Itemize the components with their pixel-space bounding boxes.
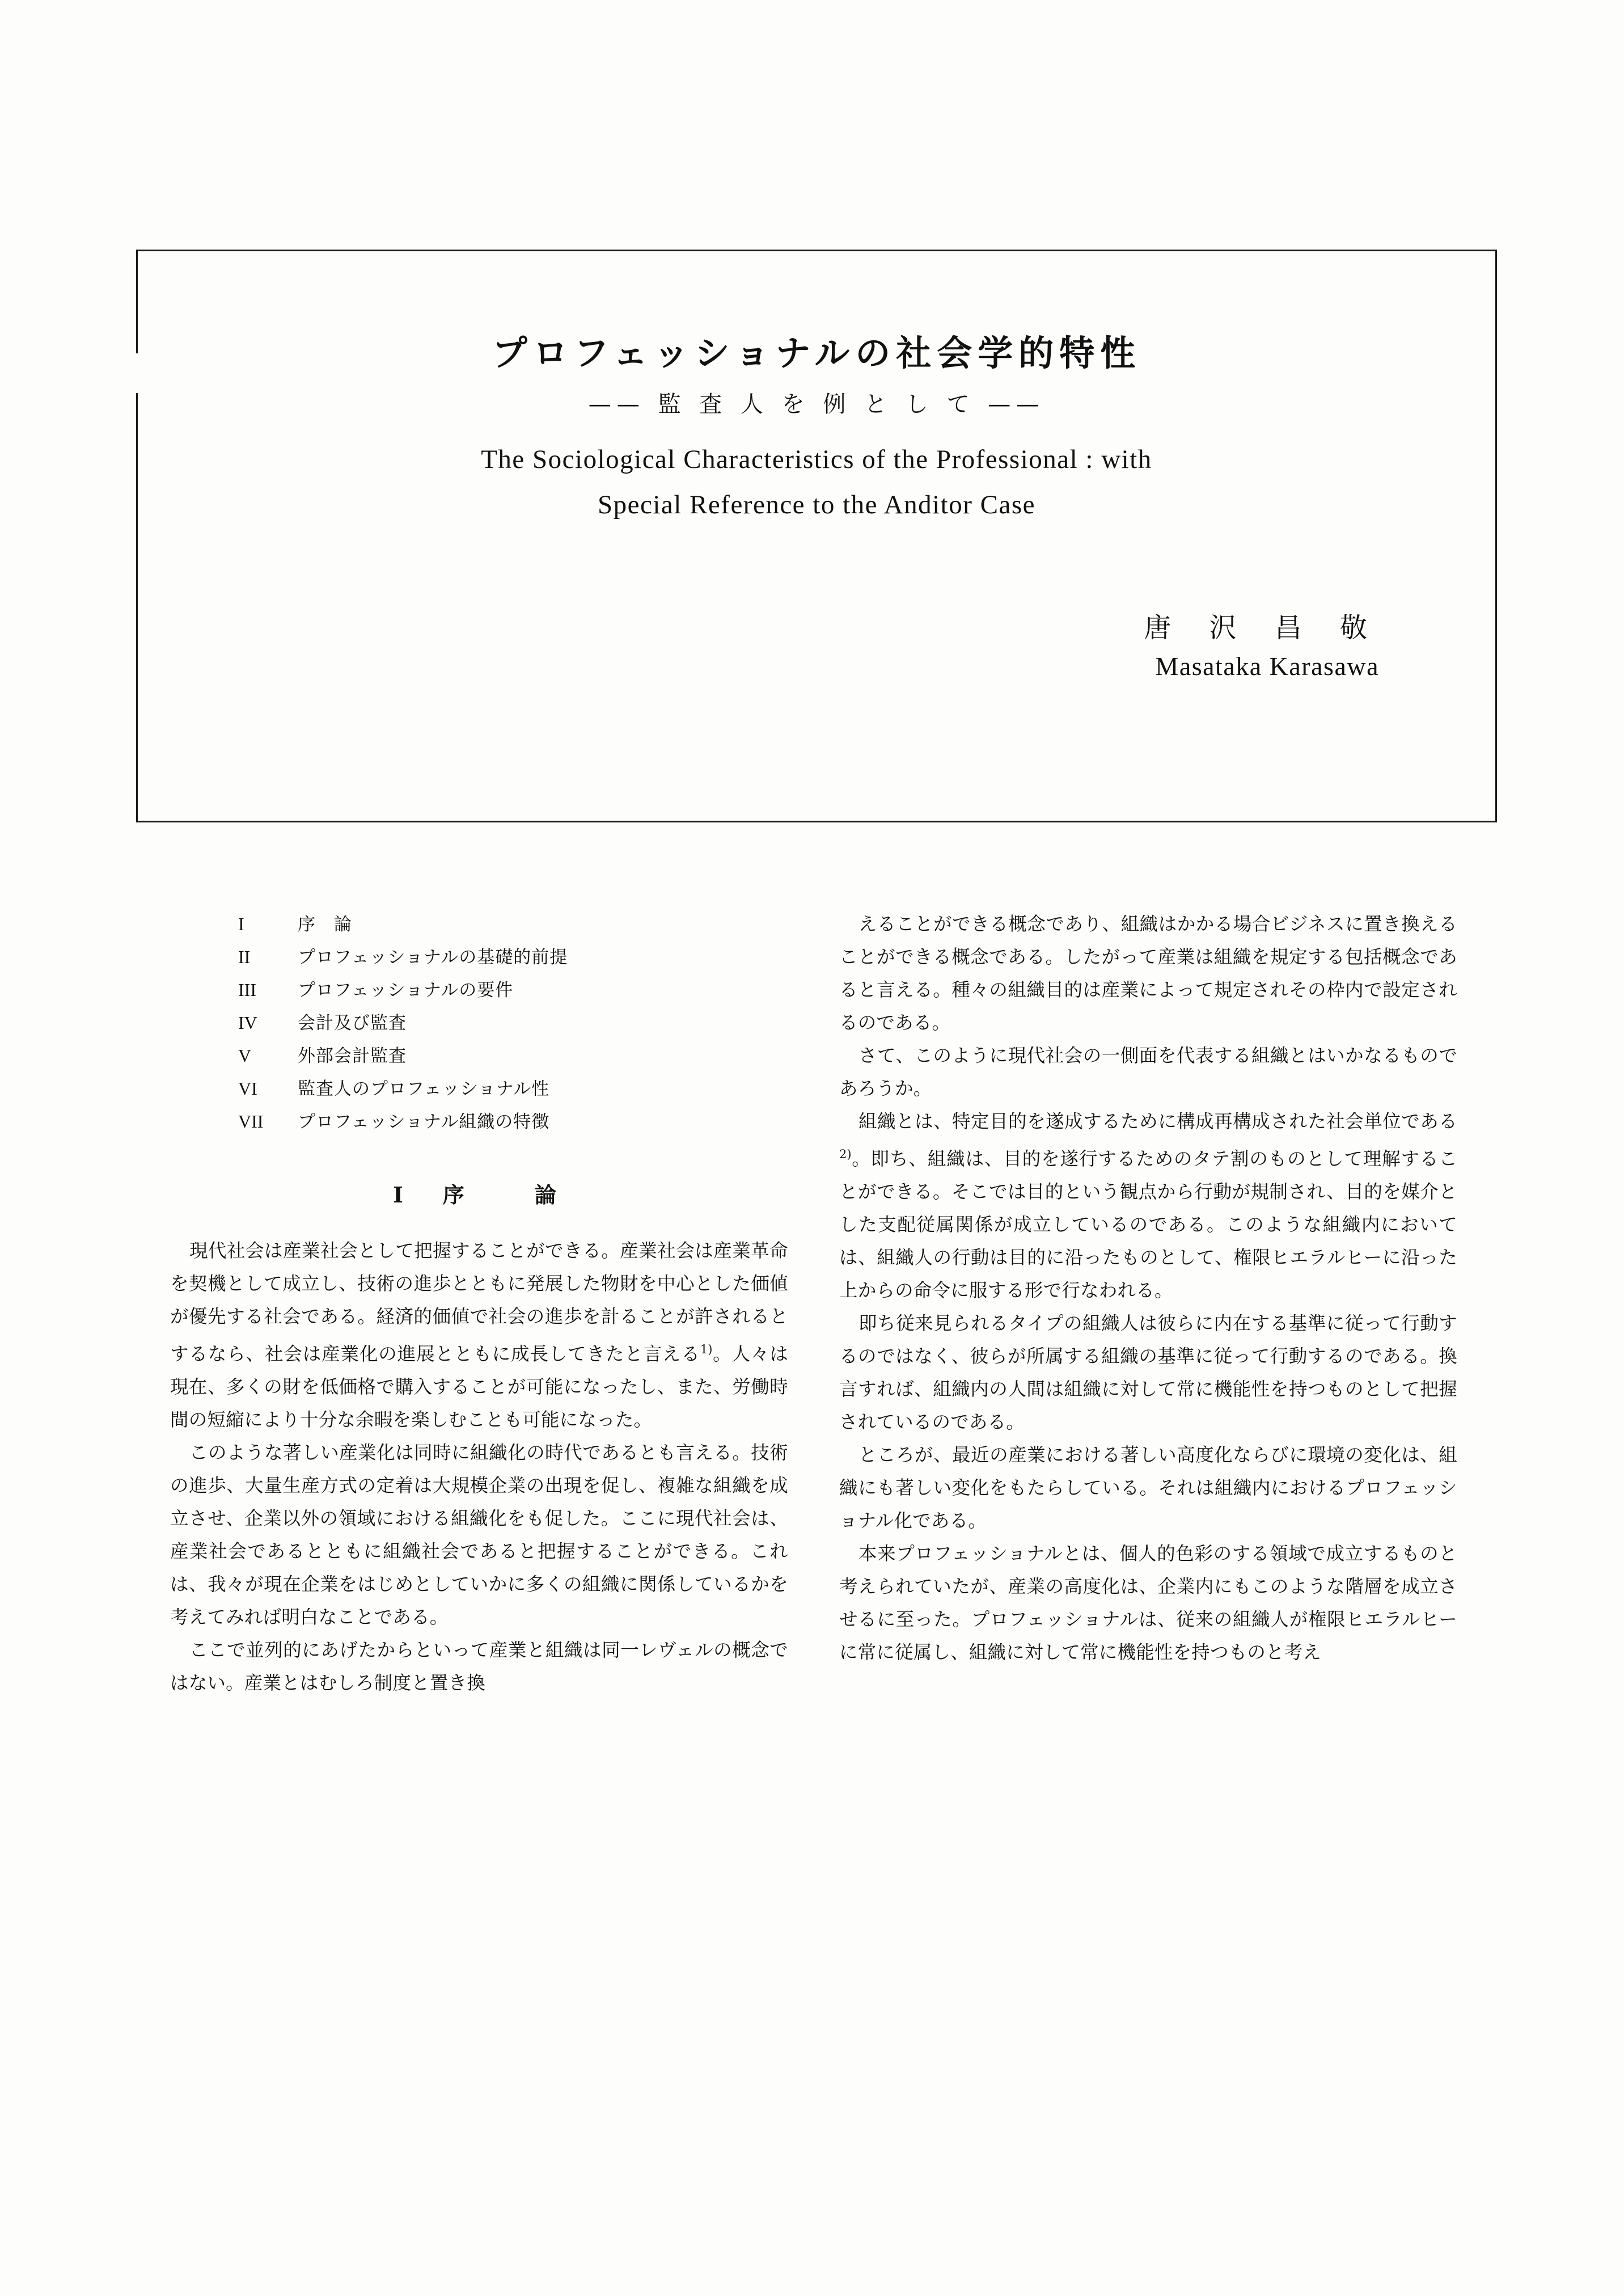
toc-label: 会計及び監査 [298,1013,407,1033]
toc-number: VII [238,1111,264,1132]
toc-number: II [238,947,251,967]
paragraph [170,1234,788,1436]
toc-item [238,1105,788,1138]
title-block [136,250,1497,822]
toc-label: 序 論 [298,914,352,935]
paragraph: 即ち従来見られるタイプの組織人は彼らに内在する基準に従って行動するのではなく、彼らが所属する組織の基準に従って行動するのである。換言すれば、組織内の人間は組織に対して常に機能性を持つものとして把握されているのである。 [839,1312,1457,1433]
author-name-japanese: 唐 沢 昌 敬 [1144,612,1382,644]
footnote-marker: 2) [839,1147,852,1161]
paragraph: えることができる概念であり、組織はかかる場合ビジネスに置き換えることができる概念である。したがって産業は組織を規定する包括概念であると言える。種々の組織目的は産業によって規定されその枠内で設定されるのである。 [839,913,1457,1033]
paragraph: ここで並列的にあげたからといって産業と組織は同一レヴェルの概念ではない。産業とはむしろ制度と置き換 [170,1639,788,1694]
toc-number: IV [238,1012,257,1033]
paragraph: さて、このように現代社会の一側面を代表する組織とはいかなるものであろうか。 [839,1045,1457,1099]
toc-label: プロフェッショナルの要件 [298,980,514,1001]
table-of-contents [238,908,788,1138]
toc-label: プロフェッショナル組織の特徴 [298,1112,550,1132]
toc-number: V [238,1045,252,1066]
paragraph-text: 組織とは、特定目的を遂成するために構成再構成された社会単位である [858,1111,1457,1132]
toc-item [238,1039,788,1072]
japanese-title: プロフェッショナルの社会学的特性 [492,332,1141,374]
japanese-subtitle: —— 監 査 人 を 例 と し て —— [588,391,1045,417]
toc-item [238,908,788,940]
paragraph-text: 現代社会は産業社会として把握することができる。産業社会は産業革命を契機として成立し、技術の進歩とともに発展した物財を中心とした価値が優先する社会である。経済的価値で社会の進歩を計ることが許されるとするなら、社会は産業化の進展とともに成長してきたと言える [170,1240,788,1365]
paragraph [839,1105,1457,1307]
right-column [839,908,1457,1669]
toc-label: 外部会計監査 [298,1046,407,1066]
left-column [170,908,788,1699]
english-title-line-1: The Sociological Characteristics of the Professional : with [481,445,1152,474]
toc-number: I [238,914,244,934]
section-heading: I 序 論 [393,1182,565,1208]
paragraph: このような著しい産業化は同時に組織化の時代であるとも言える。技術の進歩、大量生産方式の定着は大規模企業の出現を促し、複雑な組織を成立させ、企業以外の領域における組織化をも促した。ここに現代社会は、産業社会であるとともに組織社会であると把握することができる。これは、我々が現在企業をはじめとしていかに多くの組織に関係しているかを考えてみれば明白なことである。 [170,1441,788,1628]
english-title-line-2: Special Reference to the Anditor Case [598,490,1035,520]
paragraph-text-tail: 。即ち、組織は、目的を遂行するためのタテ割のものとして理解することができる。そこでは目的という観点から行動が規制され、目的を媒介とした支配従属関係が成立しているのである。このような組織内においては、組織人の行動は目的に沿ったものとして、権限ヒエラルヒーに沿った上からの命令に服する形で行なわれる。 [839,1147,1457,1301]
toc-item [238,1006,788,1039]
toc-item [238,1072,788,1105]
toc-item [238,940,788,973]
toc-item [238,973,788,1006]
footnote-marker: 1) [700,1343,713,1356]
paragraph: ところが、最近の産業における著しい高度化ならびに環境の変化は、組織にも著しい変化をもたらしている。それは組織内におけるプロフェッショナル化である。 [839,1444,1457,1531]
toc-label: プロフェッショナルの基礎的前提 [298,947,568,968]
author-name-english: Masataka Karasawa [1155,652,1379,681]
toc-number: III [238,980,256,1000]
toc-label: 監査人のプロフェッショナル性 [298,1079,550,1099]
toc-number: VI [238,1078,257,1099]
paragraph-text-tail: 。人々は現在、多くの財を低価格で購入することが可能になったし、また、労働時間の短縮により十分な余暇を楽しむことも可能になった。 [170,1343,788,1430]
paragraph: 本来プロフェッショナルとは、個人的色彩のする領域で成立するものと考えられていたが、産業の高度化は、企業内にもこのような階層を成立させるに至った。プロフェッショナルは、従来の組織人が権限ヒエラルヒーに常に従属し、組織に対して常に機能性を持つものと考え [839,1542,1457,1663]
